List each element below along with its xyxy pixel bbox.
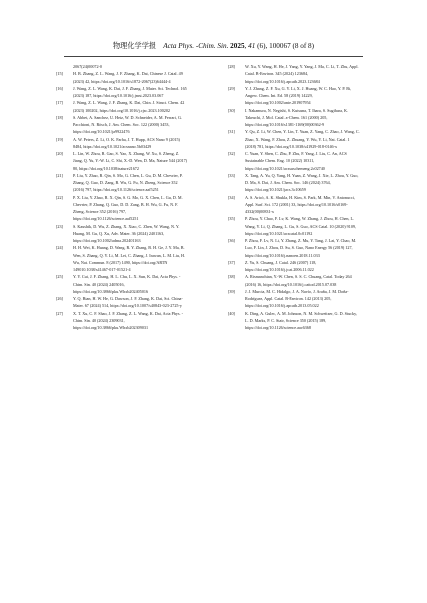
reference-line: A. W. Peters, Z. Li, O. K. Farha, J. T. Hupp, ACS Nano 9 (2015) [73,136,180,142]
reference-line: https://doi.org/10.1021/acscatal.0c01192 [245,230,313,236]
reference-entry [56,223,219,245]
reference-line: X. T. Xu, C. F. Shao, J. F. Zhang, Z. L. Wang, K. Dai, Acta Phys. - [73,310,183,316]
reference-line: S. Abbet, A. Sanchez, U. Heiz, W. D. Schneider, A. M. Ferrari, G. [73,114,182,120]
reference-line: Zheng, Science 352 (2016) 797, [73,209,127,214]
reference-text [73,194,219,223]
reference-entry [228,63,391,85]
reference-entry [56,85,219,100]
reference-entry [228,172,391,194]
reference-line: https://doi.org/10.1021/acssuschemeng.2c02740 [245,165,325,171]
reference-number: [40] [228,310,235,316]
reference-number: [33] [228,172,235,178]
reference-text [245,128,391,150]
reference-number: [26] [56,296,63,301]
running-header: 物理化学学报 Acta Phys. -Chim. Sin. 2025, 41 (6), 100067 (8 of 8) [112,42,315,50]
reference-entry [56,114,219,136]
reference-entry [228,259,391,274]
reference-line: https://doi.org/10.3866/pku.Whxb202309031 [73,325,149,330]
reference-line: https://doi.org/10.1016/j.apcatb.2013.05.022 [245,303,319,309]
reference-line: Chevrier, P. Zhang, Q. Guo, D. D. Zang, B. H. Wu, G. Fu, N. F. [73,201,179,207]
reference-line: (2023) 100202, https://doi.org/10.1016/j.cjsc.2023.100202 [73,107,170,113]
reference-number: [15] [56,71,63,77]
reference-text [73,295,219,310]
reference-line: H. B. Zhang, Z. L. Wang, J. F. Zhang, K. Dai, Chinese J. Catal. 49 [73,71,183,77]
reference-number: [37] [228,259,235,265]
reference-number: [27] [56,310,63,316]
reference-line: J. Wang, Z. L. Wang, J. F. Zhang, K. Dai, Chin. J. Struct. Chem. 42 [73,100,185,106]
reference-line: Catal. B-Environ. 345 (2024) 123684, [245,71,309,77]
reference-line: Chim. Sin. 40 (2024) 2405016, [73,281,125,287]
reference-line: A. Rismanchian, Y.-W. Chen, S. S. C. Chuang, Catal. Today 264 [245,274,352,280]
reference-entry [228,237,391,259]
reference-entry [228,310,391,332]
header-rule [64,56,363,57]
reference-entry [56,172,219,194]
reference-line: I. Nakamura, N. Negishi, S. Kutsuna, T. Ihara, S. Sugihara, K. [245,107,348,113]
reference-line: (2023) 42, https://doi.org/10.1016/s1872-2067(23)64444-4 [73,78,171,84]
reference-text [245,63,391,85]
reference-line: A. S. Aricò, A. K. Shukla, H. Kim, S. Park, M. Min, V. Antonucci, [245,194,355,200]
reference-number: [39] [228,288,235,294]
reference-entry [228,273,391,288]
reference-number: [22] [56,194,63,200]
reference-entry [228,107,391,129]
reference-line: 8484, https://doi.org/10.1021/acsnano.5b03429 [73,143,152,149]
reference-line: Rodríguez, Appl. Catal. B-Environ. 142 (2013) 205, [245,296,332,301]
reference-line: Huang, M. Gu, Q. Xu, Adv. Mater. 36 (2024) 2401163, [73,230,165,236]
reference-number: [21] [56,172,63,178]
journal-chinese-title: 物理化学学报 [112,42,157,50]
reference-line: 80, https://doi.org/10.1038/nature21672 [73,165,139,171]
reference-line: Y. Y. Cui, J. F. Zhang, H. L. Chu, L. X. Sun, K. Dai, Acta Phys. - [73,274,181,280]
journal-volume: 41 [248,42,256,50]
reference-line: W. Xu, Y. Wang, H. He, J. Yang, Y. Yang, J. Ma, C. Li, T. Zhu, Appl. [245,64,359,69]
reference-line: https://doi.org/10.1016/j.nanoen.2018.11.033 [245,252,320,258]
reference-line: Y. Q. Bian, H. W. He, G. Dawson, J. F. Zhang, K. Dai, Sci. China- [73,296,183,301]
reference-entry [56,295,219,310]
reference-text [73,70,219,85]
reference-line: P. Zhou, Y. Chao, F. Lv, K. Wang, W. Zhang, J. Zhou, H. Chen, L. [245,216,355,222]
reference-text [245,150,391,172]
reference-entry [56,70,219,85]
reference-line: K. Ding, A. Gulec, A. M. Johnson, N. M. Schweitzer, G. D. Stucky, [245,310,357,316]
reference-line: Takeuchi, J. Mol. Catal. a-Chem. 161 (2000) 205, [245,114,328,120]
reference-text [73,136,219,151]
reference-line: https://doi.org/10.1021/ja9922476 [73,129,130,135]
reference-line: Zhao, X. Wang, F. Zhou, Z. Zhuang, Y. Wu, Y. Li, Nat. Catal. 1 [245,136,350,142]
reference-line: https://doi.org/10.1016/j.jcat.2006.11.022 [245,267,314,272]
reference-line: C. Yuan, Y. Shen, C. Zhu, P. Zhu, F. Yang, J. Liu, C. An, ACS [245,151,347,156]
reference-continuation: 2067(24)00072-0 [73,64,102,69]
reference-text [73,114,219,136]
reference-entry [56,310,219,332]
reference-number: [36] [228,238,235,243]
references-left-column [56,63,219,331]
reference-text [73,172,219,194]
reference-number: [17] [56,100,63,106]
reference-line: Angew. Chem. Int. Ed. 58 (2019) 14229, [245,93,313,98]
reference-number: [32] [228,151,235,156]
reference-text [73,273,219,295]
reference-line: J. J. Murcia, M. C. Hidalgo, J. A. Navío, J. Araña, J. M. Doña- [245,288,349,294]
reference-line: Wang, Y. Li, Q. Zhang, L. Gu, S. Guo, ACS Catal. 10 (2020) 9109, [245,223,356,229]
reference-line: Sustainable Chem. Eng. 10 (2022) 10311, [245,158,315,164]
reference-text [245,172,391,194]
reference-line: 149010.1038/s41467-017-01521-4 [73,267,131,272]
reference-line: https://doi.org/10.1126/science.aaf5251 [73,216,139,222]
reference-line: Y. Qu, Z. Li, W. Chen, Y. Lin, T. Yuan, Z. Yang, C. Zhao, J. Wang, C. [245,129,360,135]
reference-entry [56,136,219,151]
reference-number: [38] [228,274,235,280]
journal-year: 2025 [230,42,245,50]
reference-line: https://doi.org/10.1002/adma.202401163 [73,238,141,243]
reference-line: (2016) 16, https://doi.org/10.1016/j.cattod.2015.07.038 [245,281,337,287]
journal-issue: (6) [257,42,266,50]
reference-line: J. Wang, Z. L. Wang, K. Dai, J. F. Zhang, J. Mater. Sci. Technol. 165 [73,85,187,91]
reference-line: D. Ma, S. Dai, J. Am. Chem. Soc. 146 (2024) 3764, [245,180,331,185]
reference-number: [24] [56,245,63,251]
reference-text [245,85,391,107]
reference-entry [228,150,391,172]
reference-text [245,288,391,310]
reference-entry [228,128,391,150]
reference-line: Zhang, Q. Guo, D. Zang, B. Wu, G. Fu, N. Zheng, Science 352 [73,180,178,185]
reference-text [73,223,219,245]
reference-line: (2018) 781, https://doi.org/10.1038/s41929-018-0146-x [245,143,338,149]
reference-text [73,310,219,332]
reference-text [245,194,391,216]
reference-line: https://doi.org/10.1021/jacs.3c10659 [245,187,306,193]
reference-number: [18] [56,114,63,120]
reference-line: P. Liu, Y. Zhao, R. Qin, S. Mo, G. Chen, L. Gu, D. M. Chevrier, P. [73,172,183,178]
reference-text [245,273,391,288]
reference-text [245,259,391,274]
reference-number: [29] [228,85,235,91]
reference-line: https://doi.org/10.1126/science.aac6368 [245,325,311,330]
reference-entry [228,194,391,216]
reference-line: (2023) 187, https://doi.org/10.1016/j.jmst.2023.03.067 [73,93,164,98]
references-right-column [228,63,391,331]
reference-line: P. Zhou, F. Lv, N. Li, Y. Zhang, Z. Mu, Y. Tang, J. Lai, Y. Chao, M. [245,238,357,243]
reference-line: (2016) 797, https://doi.org/10.1126/science.aaf5251 [73,187,159,193]
reference-line: Pacchioni, N. Rösch, J. Am. Chem. Soc. 122 (2000) 3453, [73,122,170,127]
reference-line: P. X. Liu, Y. Zhao, R. X. Qin, S. G. Mo, G. X. Chen, L. Gu, D. M. [73,194,183,200]
reference-line: Wu, Nat. Commun. 8 (2017) 1490, https://doi.org/ARTN [73,259,168,265]
reference-number: [16] [56,85,63,91]
reference-text [245,310,391,332]
reference-line: X. Tang, A. Yu, Q. Yang, H. Yuan, Z. Wang, J. Xie, L. Zhou, Y. Guo, [245,172,359,178]
reference-line: Y. J. Zhang, Z. F. Xu, G. Y. Li, X. J. Huang, W. C. Hao, Y. P. Bi, [245,85,352,91]
reference-line: Jiang, Q. Yu, Y.-W. Li, C. Shi, X.-D. Wen, D. Ma, Nature 544 (2017) [73,158,188,164]
reference-line: S. Kaushik, D. Wu, Z. Zhang, X. Xiao, C. Zhen, W. Wang, N. Y. [73,223,180,229]
reference-list-right [228,63,391,331]
reference-text [245,237,391,259]
reference-entry [228,215,391,237]
reference-line: Mater. 67 (2024) 514, https://doi.org/10.1007/s40843-023-2725-y [73,303,182,309]
reference-text [73,150,219,172]
reference-text [73,99,219,114]
reference-line: Wen, S. Zhang, Q. Y. Li, M. Lei, C. Zhang, J. Irawan, L. M. Liu, H. [73,252,186,258]
reference-line: https://doi.org/10.1016/s1381-1169(00)00362-9 [245,122,325,127]
reference-entry [56,99,219,114]
reference-line: Z. Yu, S. Chuang, J. Catal. 246 (2007) 118, [245,259,317,265]
reference-line: Luo, F. Lin, J. Zhou, D. Su, S. Guo, Nano Energy 56 (2019) 127, [245,245,353,251]
reference-number: [34] [228,194,235,200]
reference-entry [56,244,219,273]
reference-line: https://doi.org/10.3866/pku.Whxb202405016 [73,288,149,294]
reference-entry [56,150,219,172]
reference-line: H. H. Wei, K. Huang, D. Wang, R. Y. Zhang, B. H. Ge, J. Y. Ma, B. [73,245,185,251]
reference-number: [23] [56,223,63,229]
reference-entry [56,273,219,295]
reference-text [73,244,219,273]
reference-number: [28] [228,64,235,69]
reference-text [73,85,219,100]
reference-text [245,215,391,237]
article-number: , 100067 (8 of 8) [265,42,315,50]
reference-number: [30] [228,107,235,113]
reference-list-left [56,70,219,331]
reference-number: [20] [56,151,63,156]
reference-line: https://doi.org/10.1016/j.apcatb.2023.123684 [245,78,320,84]
reference-entry [228,85,391,107]
reference-line: L. Lin, W. Zhou, R. Gao, S. Yao, X. Zhang, W. Xu, S. Zheng, Z. [73,151,180,156]
reference-line: https://doi.org/10.1002/anie.201907954 [245,100,311,106]
reference-line: Chim. Sin. 40 (2024) 2309031, [73,317,125,323]
reference-number: [25] [56,274,63,280]
reference-text [245,107,391,129]
reference-number: [19] [56,136,63,142]
reference-line: L. D. Marks, P. C. Stair, Science 350 (2015) 189, [245,317,327,323]
reference-number: [31] [228,129,235,135]
journal-abbrev: Acta Phys. -Chim. Sin. [163,42,229,50]
reference-line: Appl. Surf. Sci. 172 (2001) 33, https://doi.org/10.1016/s0169- [245,201,348,207]
reference-line: 4332(00)00831-x [245,209,274,214]
reference-number: [35] [228,216,235,222]
reference-entry [228,288,391,310]
reference-entry [56,194,219,223]
